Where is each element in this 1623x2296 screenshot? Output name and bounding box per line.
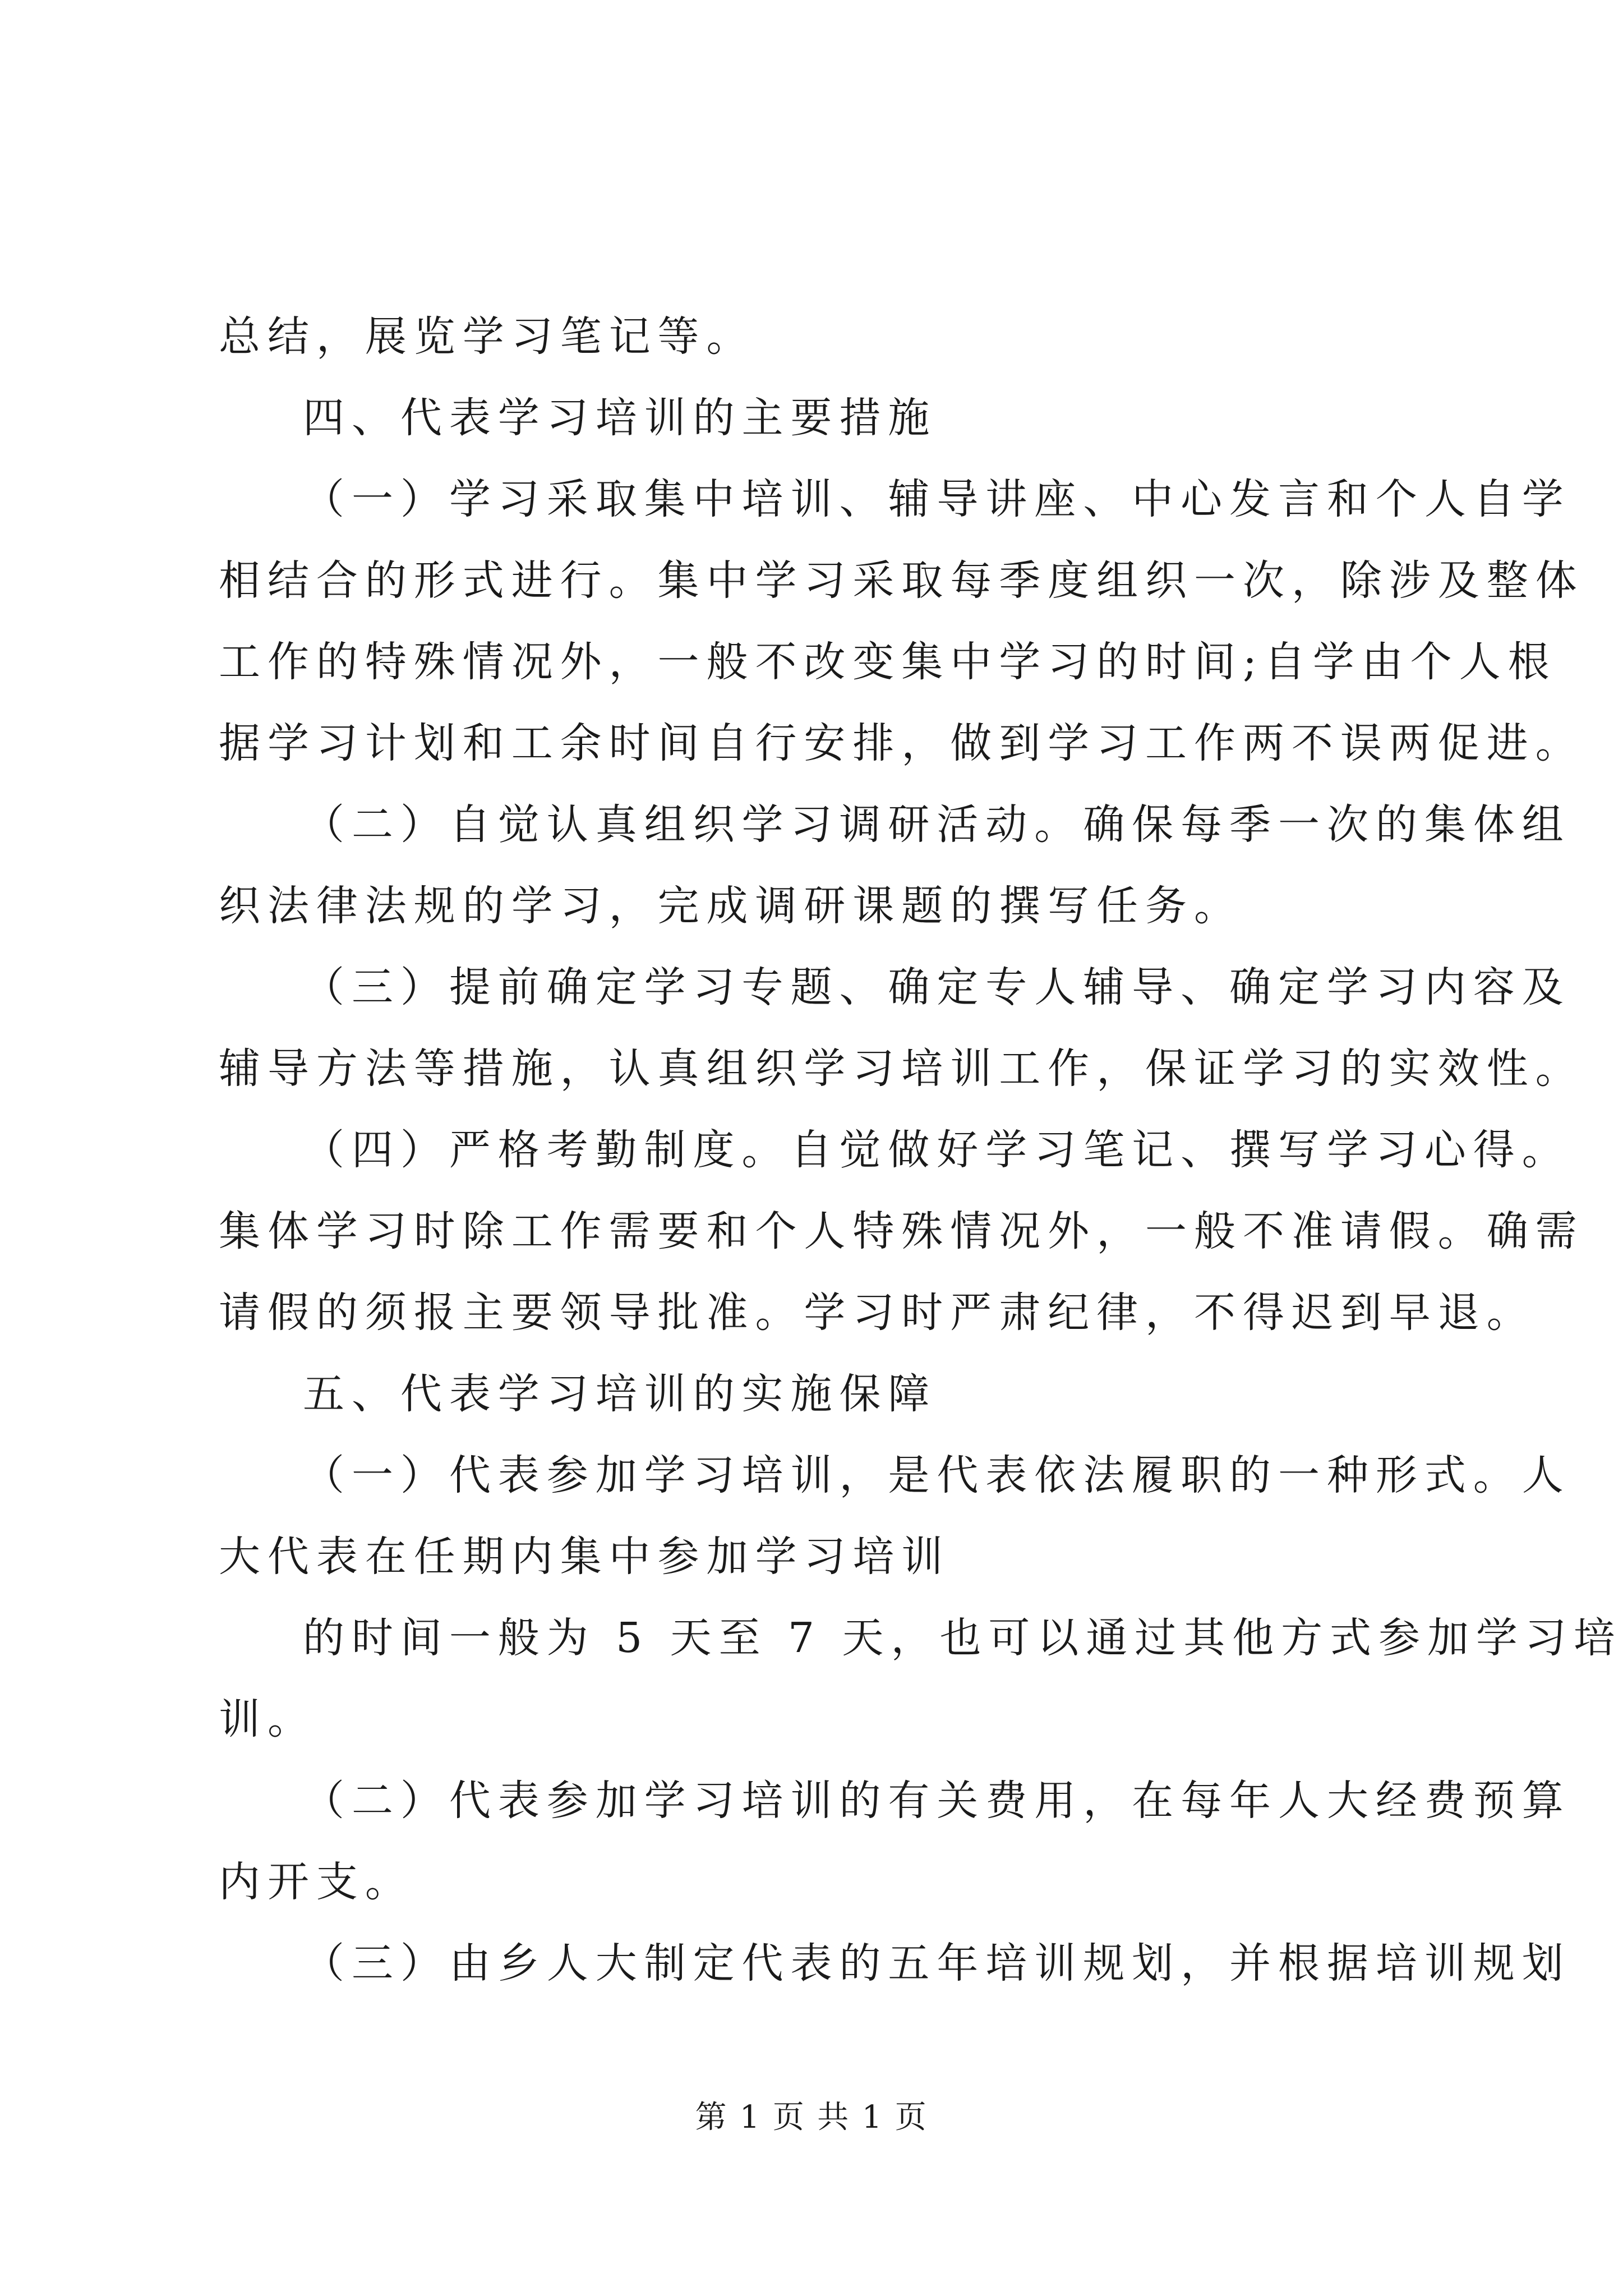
text-line: 集体学习时除工作需要和个人特殊情况外，一般不准请假。确需 [219, 1207, 1584, 1255]
text-line: 训。 [219, 1695, 316, 1743]
page-number-footer: 第 1 页 共 1 页 [695, 2099, 928, 2136]
text-line: （一）学习采取集中培训、辅导讲座、中心发言和个人自学 [303, 475, 1571, 523]
text-line: （二）自觉认真组织学习调研活动。确保每季一次的集体组 [303, 800, 1571, 849]
text-line: （三）提前确定学习专题、确定专人辅导、确定学习内容及 [303, 963, 1571, 1011]
text-line: （三）由乡人大制定代表的五年培训规划，并根据培训规划 [303, 1939, 1571, 1987]
section-heading: 四、代表学习培训的主要措施 [303, 394, 937, 442]
text-line: 辅导方法等措施，认真组织学习培训工作，保证学习的实效性。 [219, 1045, 1584, 1093]
text-line: 的时间一般为 5 天至 7 天，也可以通过其他方式参加学习培 [303, 1614, 1622, 1662]
text-line: 织法律法规的学习，完成调研课题的撰写任务。 [219, 882, 1243, 930]
text-line: 相结合的形式进行。集中学习采取每季度组织一次，除涉及整体 [219, 556, 1584, 605]
text-line: 总结，展览学习笔记等。 [219, 312, 755, 361]
text-line: 请假的须报主要领导批准。学习时严肃纪律，不得迟到早退。 [219, 1289, 1536, 1337]
section-heading: 五、代表学习培训的实施保障 [303, 1370, 937, 1418]
text-line: 工作的特殊情况外，一般不改变集中学习的时间;自学由个人根 [219, 638, 1557, 686]
text-line: （二）代表参加学习培训的有关费用，在每年人大经费预算 [303, 1777, 1571, 1825]
text-line: 据学习计划和工余时间自行安排，做到学习工作两不误两促进。 [219, 719, 1584, 767]
text-line: （四）严格考勤制度。自觉做好学习笔记、撰写学习心得。 [303, 1126, 1571, 1174]
text-line: （一）代表参加学习培训，是代表依法履职的一种形式。人 [303, 1451, 1571, 1499]
text-line: 内开支。 [219, 1858, 414, 1906]
text-line: 大代表在任期内集中参加学习培训 [219, 1533, 951, 1581]
